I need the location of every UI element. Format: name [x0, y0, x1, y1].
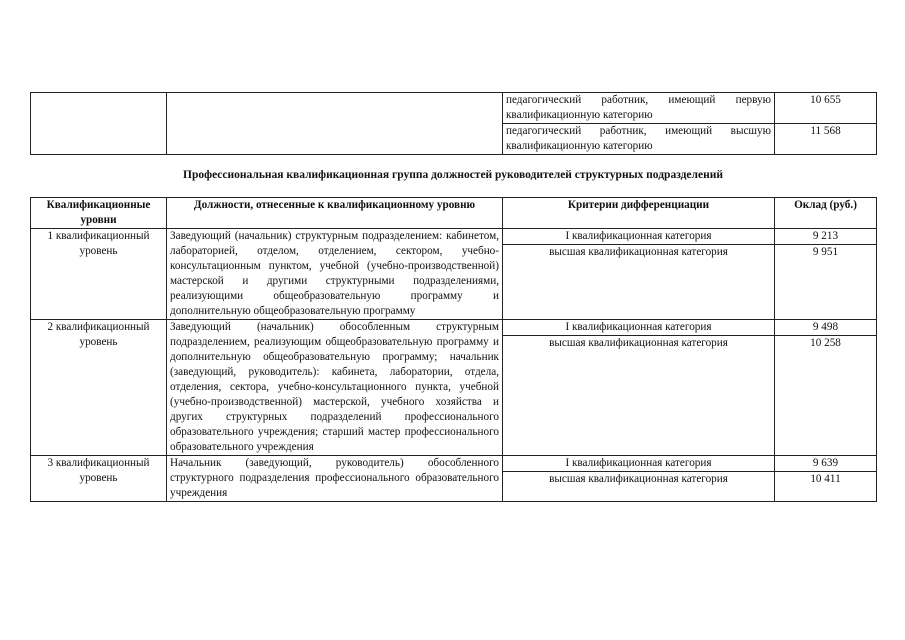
positions-cell: Заведующий (начальник) структурным подразделением: кабинетом, лабораторией, отделом, отделением, сектором, учебно-консультационным пунктом, учебной (учебно-производственной) мастерской и другими структурными подразделениями, реализующими общеобразовательную программу и дополнительную общеобразовательную программу — [167, 229, 503, 320]
salary-cell — [775, 456, 877, 502]
criteria-cell — [503, 229, 775, 320]
criterion-first: I квалификационная категория — [503, 320, 774, 336]
criterion-highest: высшая квалификационная категория — [549, 337, 728, 349]
table-row — [31, 229, 877, 320]
positions-cell: Заведующий (начальник) обособленным структурным подразделением, реализующим общеобразовательную программу и дополнительную общеобразовательную программу; начальник (заведующий, руководитель): кабинета, лаборатории, отдела, отделения, сектора, учебно-консультационного пункта, учебной (учебно-производственной) мастерской, учебного хозяйства и других структурных подразделений профессионального образовательного учреждения; старший мастер профессионального образовательного учреждения — [167, 320, 503, 456]
criterion-cell: педагогический работник, имеющий высшую квалификационную категорию — [503, 124, 775, 155]
empty-cell — [31, 93, 167, 155]
salary-highest: 10 258 — [810, 337, 841, 349]
salary-cell: 11 568 — [775, 124, 877, 155]
qualification-table — [30, 197, 877, 502]
table-row — [31, 93, 877, 124]
criterion-highest: высшая квалификационная категория — [549, 473, 728, 485]
level-cell: 2 квалификационный уровень — [31, 320, 167, 456]
level-cell: 3 квалификационный уровень — [31, 456, 167, 502]
header-salary: Оклад (руб.) — [775, 198, 877, 229]
criteria-cell — [503, 456, 775, 502]
empty-cell — [167, 93, 503, 155]
salary-highest: 10 411 — [810, 473, 841, 485]
salary-first: 9 498 — [775, 320, 876, 336]
table-row — [31, 320, 877, 456]
salary-first: 9 639 — [775, 456, 876, 472]
salary-first: 9 213 — [775, 229, 876, 245]
positions-cell: Начальник (заведующий, руководитель) обособленного структурного подразделения профессионального образовательного учреждения — [167, 456, 503, 502]
salary-cell: 10 655 — [775, 93, 877, 124]
criteria-cell — [503, 320, 775, 456]
header-positions: Должности, отнесенные к квалификационному уровню — [167, 198, 503, 229]
header-criteria: Критерии дифференциации — [503, 198, 775, 229]
table-row — [31, 456, 877, 502]
section-title: Профессиональная квалификационная группа должностей руководителей структурных подразделений — [183, 169, 723, 181]
criterion-cell: педагогический работник, имеющий первую квалификационную категорию — [503, 93, 775, 124]
header-row — [31, 198, 877, 229]
criterion-first: I квалификационная категория — [503, 456, 774, 472]
salary-highest: 9 951 — [812, 246, 839, 258]
level-cell: 1 квалификационный уровень — [31, 229, 167, 320]
criterion-highest: высшая квалификационная категория — [549, 246, 728, 258]
criterion-first: I квалификационная категория — [503, 229, 774, 245]
salary-cell — [775, 320, 877, 456]
header-level: Квалификационные уровни — [31, 198, 167, 229]
salary-cell — [775, 229, 877, 320]
continuation-table — [30, 92, 877, 155]
